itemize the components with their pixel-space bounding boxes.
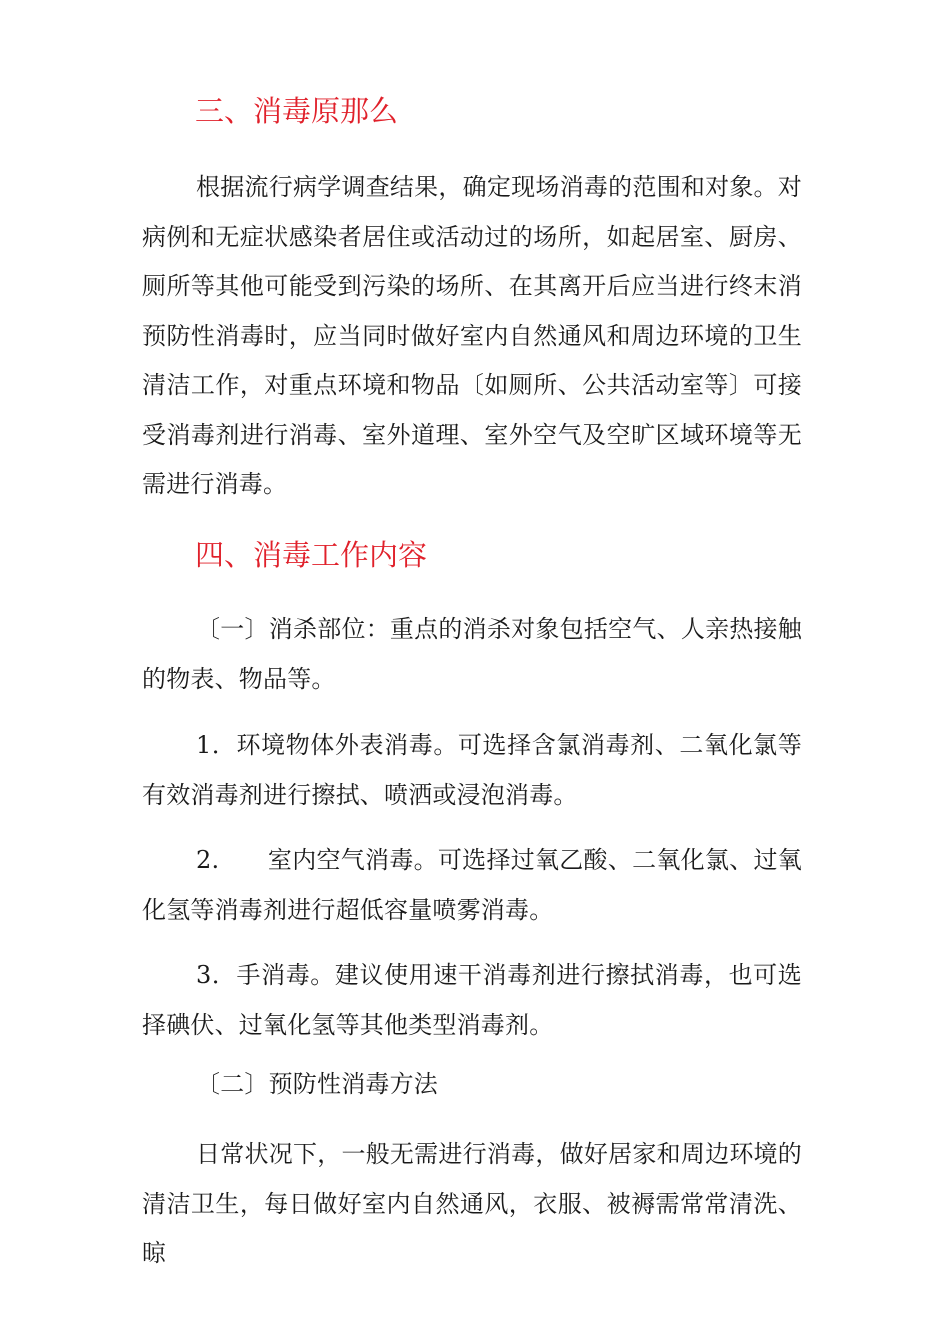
section-heading-disinfection-work: 四、消毒工作内容	[195, 538, 428, 572]
paragraph-disinfection-principles: 根据流行病学调查结果，确定现场消毒的范围和对象。对病例和无症状感染者居住或活动过的场所，如起居室、厨房、厕所等其他可能受到污染的场所、在其离开后应当进行终末消预防性消毒时，应当同时做好室内自然通风和周边环境的卫生清洁工作，对重点环境和物品〔如厕所、公共活动室等〕可接受消毒剂进行消毒、室外道理、室外空气及空旷区域环境等无需进行消毒。	[142, 173, 802, 498]
list-item-surface-disinfection: 1．环境物体外表消毒。可选择含氯消毒剂、二氧化氯等有效消毒剂进行擦拭、喷洒或浸泡消毒。	[142, 731, 802, 809]
list-item-air-disinfection: 2. 室内空气消毒。可选择过氧乙酸、二氧化氯、过氧化氢等消毒剂进行超低容量喷雾消毒。	[142, 846, 802, 924]
paragraph-daily-preventive: 日常状况下，一般无需进行消毒，做好居家和周边环境的清洁卫生，每日做好室内自然通风，衣服、被褥需常常清洗、晾	[142, 1140, 802, 1267]
subheading-preventive-methods: 〔二〕预防性消毒方法	[196, 1070, 438, 1098]
list-item-hand-disinfection: 3．手消毒。建议使用速干消毒剂进行擦拭消毒，也可选择碘伏、过氧化氢等其他类型消毒剂。	[142, 961, 802, 1039]
paragraph-disinfection-targets: 〔一〕消杀部位：重点的消杀对象包括空气、人亲热接触的物表、物品等。	[142, 615, 802, 693]
section-heading-disinfection-principles: 三、消毒原那么	[195, 94, 399, 128]
